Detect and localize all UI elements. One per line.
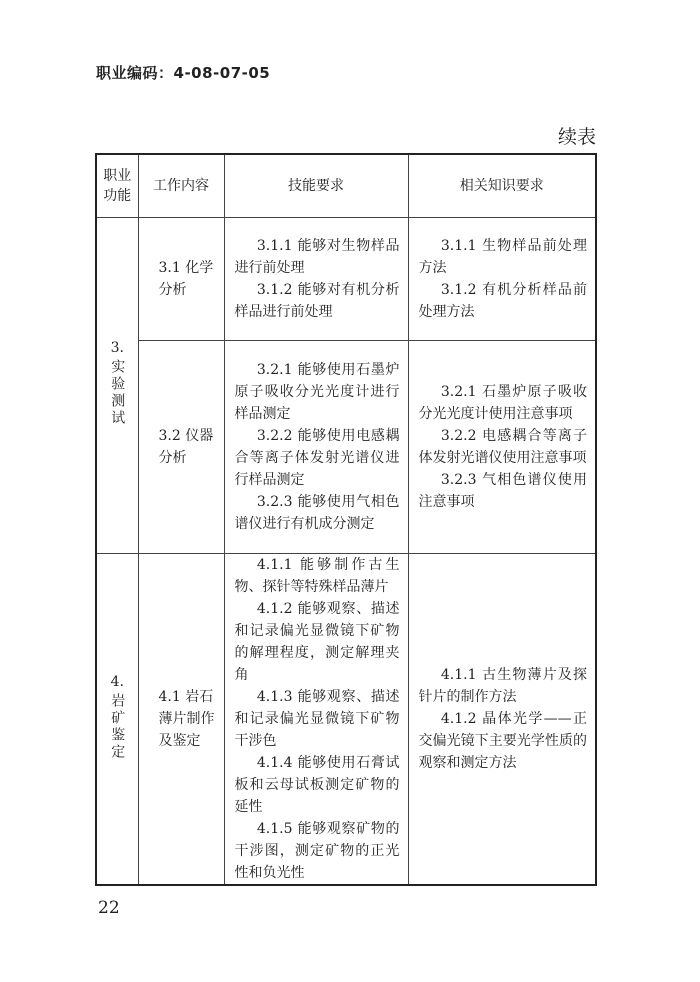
- skill-item: 3.1.1 能够对生物样品进行前处理: [234, 238, 400, 276]
- header-work: 工作内容: [138, 154, 224, 218]
- knowledge-item: 3.1.2 有机分析样品前处理方法: [418, 282, 587, 320]
- table-row: [96, 554, 596, 886]
- knowledge-item: 4.1.1 古生物薄片及探针片的制作方法: [418, 667, 587, 705]
- function-number: 4.: [110, 673, 124, 690]
- knowledge-list: [408, 341, 596, 554]
- continued-label: 续表: [557, 126, 596, 148]
- skill-item: 4.1.4 能够使用石膏试板和云母试板测定矿物的延性: [234, 755, 400, 815]
- knowledge-list: [408, 554, 596, 886]
- header-function: 职业功能: [96, 154, 138, 218]
- table-header-row: [96, 154, 596, 218]
- function-cell: [96, 218, 138, 554]
- skill-item: 4.1.3 能够观察、描述和记录偏光显微镜下矿物干涉色: [234, 689, 400, 749]
- knowledge-item: 3.1.1 生物样品前处理方法: [418, 238, 587, 276]
- skill-item: 3.1.2 能够对有机分析样品进行前处理: [234, 282, 400, 320]
- work-content: 3.2 仪器分析: [138, 341, 224, 554]
- work-content: 3.1 化学分析: [138, 218, 224, 341]
- skill-item: 3.2.3 能够使用气相色谱仪进行有机成分测定: [234, 494, 400, 532]
- skill-item: 4.1.5 能够观察矿物的干涉图，测定矿物的正光性和负光性: [234, 821, 400, 881]
- page-number: 22: [98, 898, 120, 918]
- function-name: 岩矿鉴定: [109, 692, 126, 761]
- occupation-code: 职业编码：4-08-07-05: [96, 64, 271, 82]
- knowledge-list: [408, 218, 596, 341]
- knowledge-item: 4.1.2 晶体光学——正交偏光镜下主要光学性质的观察和测定方法: [418, 711, 587, 771]
- skill-item: 3.2.2 能够使用电感耦合等离子体发射光谱仪进行样品测定: [234, 428, 400, 488]
- skill-item: 3.2.1 能够使用石墨炉原子吸收分光光度计进行样品测定: [234, 362, 400, 422]
- table-row: [96, 218, 596, 341]
- function-number: 3.: [110, 340, 124, 356]
- function-cell: [96, 554, 138, 886]
- work-content: 4.1 岩石薄片制作及鉴定: [138, 554, 224, 886]
- knowledge-item: 3.2.2 电感耦合等离子体发射光谱仪使用注意事项: [418, 428, 587, 466]
- header-knowledge: 相关知识要求: [408, 154, 596, 218]
- header-skills: 技能要求: [224, 154, 408, 218]
- skill-item: 4.1.1 能够制作古生物、探针等特殊样品薄片: [234, 557, 400, 595]
- function-name: 实验测试: [109, 359, 126, 427]
- skill-item: 4.1.2 能够观察、描述和记录偏光显微镜下矿物的解理程度，测定解理夹角: [234, 601, 400, 683]
- knowledge-item: 3.2.3 气相色谱仪使用注意事项: [418, 472, 587, 510]
- table-row: [96, 341, 596, 554]
- skill-list: [224, 218, 408, 341]
- knowledge-item: 3.2.1 石墨炉原子吸收分光光度计使用注意事项: [418, 384, 587, 422]
- skills-table: [95, 153, 597, 886]
- skill-list: [224, 554, 408, 886]
- skill-list: [224, 341, 408, 554]
